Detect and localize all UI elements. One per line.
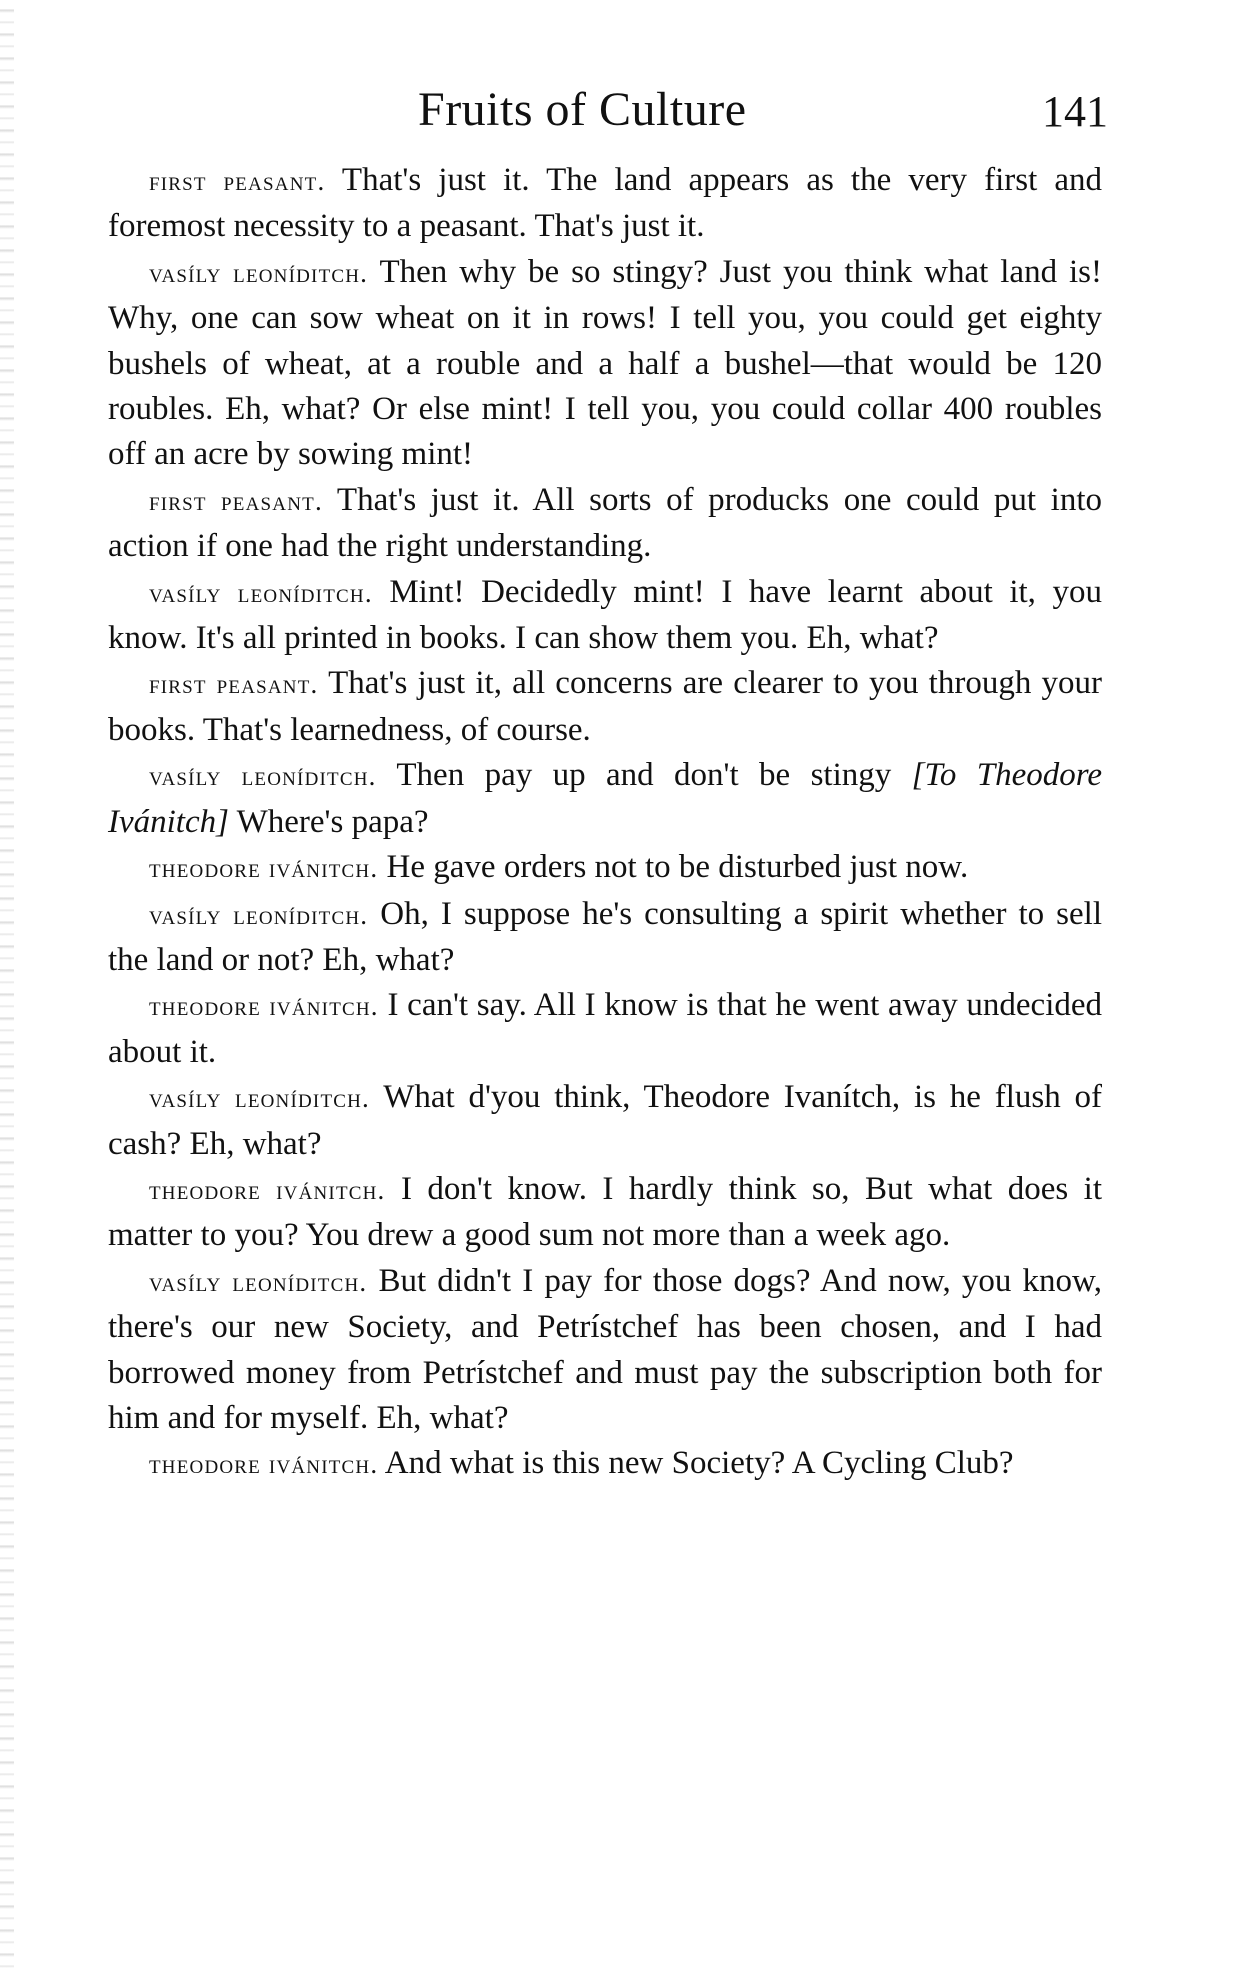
speech-paragraph <box>108 250 1102 478</box>
speaker-name: vasíly leoníditch. <box>149 1083 370 1114</box>
speaker-name: theodore ivánitch. <box>149 991 379 1022</box>
speech-text: I can't say. All I know is that he went away undecided about it. <box>108 987 1103 1070</box>
speech-text: What d'you think, Theodore Ivanítch, is he flush of cash? Eh, what? <box>108 1079 1103 1162</box>
speech-paragraph <box>108 478 1102 570</box>
speaker-name: vasíly leoníditch. <box>149 577 373 608</box>
speech-paragraph <box>108 570 1102 662</box>
speaker-name: theodore ivánitch. <box>149 1174 386 1205</box>
speaker-name: theodore ivánitch. <box>149 853 379 884</box>
scan-page-edge <box>0 0 14 1971</box>
speech-paragraph <box>108 983 1102 1075</box>
speech-text: That's just it, all concerns are clearer to you through your books. That's learnedness, of course. <box>108 665 1102 748</box>
speaker-name: vasíly leoníditch. <box>149 761 377 792</box>
speech-paragraph <box>108 892 1102 984</box>
speech-paragraph <box>108 1075 1102 1167</box>
speaker-name: vasíly leoníditch. <box>149 257 369 288</box>
speech-text: Oh, I suppose he's consulting a spirit whether to sell the land or not? Eh, what? <box>108 895 1103 978</box>
speaker-name: theodore ivánitch. <box>149 1449 379 1480</box>
speech-text: I don't know. I hardly think so, But what does it matter to you? You drew a good sum not more than a week ago. <box>108 1170 1103 1254</box>
speech-text: And what is this new Society? A Cycling Club? <box>384 1445 1014 1482</box>
speech-paragraph <box>108 1441 1102 1487</box>
speech-text: That's just it. All sorts of producks one could put into action if one had the right understanding. <box>108 481 1102 565</box>
speaker-name: vasíly leoníditch. <box>149 899 369 930</box>
speech-text: Mint! Decidedly mint! I have learnt about it, you know. It's all printed in books. I can show them you. Eh, what? <box>108 573 1102 657</box>
speech-paragraph <box>108 1259 1102 1442</box>
speech-paragraph <box>108 661 1102 753</box>
speech-text-continued: Where's papa? <box>236 803 429 840</box>
speech-paragraph <box>108 1167 1102 1259</box>
speech-text: He gave orders not to be disturbed just now. <box>386 849 969 886</box>
speech-paragraph <box>108 845 1102 891</box>
speaker-name: first peasant. <box>149 485 323 516</box>
speech-text: But didn't I pay for those dogs? And now, you know, there's our new Society, and Petrístchef has been chosen, and I had borrowed money from Petrístchef and must pay the subscription both for him and for myself. Eh, what? <box>108 1262 1102 1436</box>
speaker-name: first peasant. <box>149 166 326 196</box>
stage-direction: [To Theodore Ivánitch] <box>108 757 1102 840</box>
speaker-name: first peasant. <box>149 669 319 700</box>
running-title: Fruits of Culture <box>418 83 747 136</box>
speech-text: Then pay up and don't be stingy <box>396 757 892 794</box>
page-number: 141 <box>1042 87 1108 136</box>
page-header <box>108 82 1108 152</box>
dialogue-text <box>108 158 1102 1488</box>
speech-paragraph <box>108 753 1102 845</box>
speech-paragraph <box>108 158 1102 250</box>
speech-text: That's just it. The land appears as the very first and foremost necessity to a peasant. That's just it. <box>108 162 1102 245</box>
speech-text: Then why be so stingy? Just you think what land is! Why, one can sow wheat on it in rows! I tell you, you could get eighty bushels of wheat, at a rouble and a half a bushel—that would be 120 roubles. Eh, what? Or else mint! I tell you, you could collar 400 roubles off an acre by sowing mint! <box>108 253 1103 473</box>
speaker-name: vasíly leoníditch. <box>149 1266 368 1297</box>
